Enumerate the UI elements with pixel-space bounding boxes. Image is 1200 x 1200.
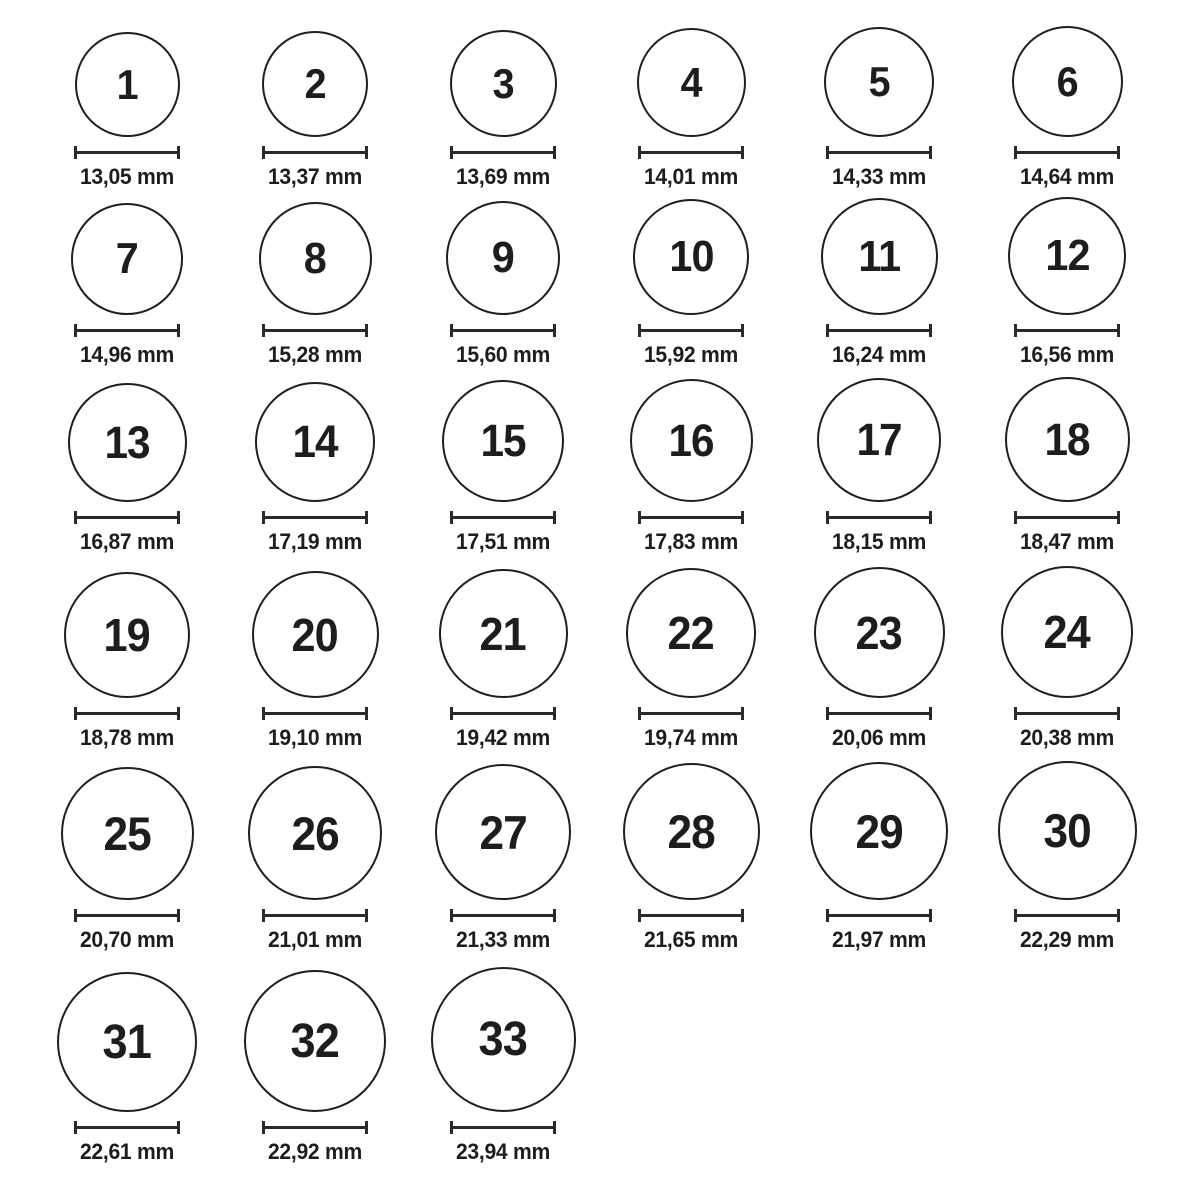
diameter-label: 16,87 mm: [80, 529, 174, 554]
ring-size-item: [221, 751, 409, 953]
bar-line: [265, 914, 365, 917]
size-circle: [68, 383, 187, 502]
bar-tick-right: [365, 511, 368, 524]
diameter-label: 21,33 mm: [456, 927, 550, 952]
size-number: 10: [668, 232, 714, 281]
size-number: 12: [1044, 231, 1090, 280]
bar-line: [1017, 151, 1117, 154]
size-circle: [824, 27, 934, 137]
ring-size-item: [597, 751, 785, 953]
bar-line: [453, 914, 553, 917]
bar-line: [453, 329, 553, 332]
diameter-label: 21,01 mm: [268, 927, 362, 952]
diameter-bar: [638, 707, 744, 720]
size-circle: [817, 378, 941, 502]
bar-line: [641, 329, 741, 332]
bar-line: [265, 712, 365, 715]
bar-line: [265, 1126, 365, 1129]
ring-size-item: [785, 751, 973, 953]
ring-size-item: [409, 751, 597, 953]
diameter-bar: [1014, 707, 1120, 720]
size-number: 29: [855, 804, 903, 858]
bar-line: [453, 712, 553, 715]
diameter-label: 14,33 mm: [832, 164, 926, 189]
diameter-label: 15,28 mm: [268, 342, 362, 367]
bar-tick-right: [553, 1121, 556, 1134]
size-number: 30: [1043, 804, 1091, 857]
size-number: 13: [104, 416, 150, 468]
ring-size-item: [409, 190, 597, 368]
diameter-bar: [638, 324, 744, 337]
size-number: 27: [479, 805, 527, 859]
size-circle: [637, 28, 746, 137]
size-circle: [821, 198, 938, 315]
size-circle: [446, 201, 560, 315]
ring-size-item: [33, 6, 221, 190]
diameter-bar: [826, 511, 932, 524]
size-circle: [814, 567, 945, 698]
size-circle: [262, 31, 368, 137]
diameter-bar: [262, 1121, 368, 1134]
bar-line: [453, 1126, 553, 1129]
ring-size-row: [33, 368, 1200, 555]
diameter-bar: [74, 707, 180, 720]
size-circle: [626, 568, 756, 698]
bar-line: [77, 151, 177, 154]
size-number: 23: [855, 606, 903, 659]
diameter-bar: [450, 324, 556, 337]
size-number: 17: [856, 414, 902, 465]
ring-size-item: [597, 6, 785, 190]
size-number: 32: [290, 1014, 340, 1068]
size-number: 2: [304, 60, 326, 107]
diameter-bar: [74, 146, 180, 159]
bar-line: [829, 914, 929, 917]
bar-tick-right: [553, 909, 556, 922]
bar-tick-right: [177, 324, 180, 337]
size-number: 25: [103, 807, 151, 860]
ring-size-item: [597, 190, 785, 368]
bar-tick-right: [741, 707, 744, 720]
bar-tick-right: [929, 707, 932, 720]
diameter-bar: [262, 909, 368, 922]
size-number: 8: [303, 233, 327, 283]
diameter-bar: [74, 324, 180, 337]
bar-tick-right: [553, 324, 556, 337]
size-circle: [57, 972, 197, 1112]
ring-size-row: [33, 190, 1200, 368]
size-circle: [1001, 566, 1133, 698]
ring-size-item: [597, 555, 785, 751]
size-circle: [630, 379, 753, 502]
diameter-label: 17,51 mm: [456, 529, 550, 554]
bar-line: [453, 151, 553, 154]
bar-line: [829, 712, 929, 715]
bar-tick-right: [1117, 707, 1120, 720]
size-number: 16: [668, 414, 714, 466]
bar-tick-right: [929, 909, 932, 922]
ring-size-item: [409, 953, 597, 1165]
ring-size-row: [33, 6, 1200, 190]
diameter-label: 13,37 mm: [268, 164, 362, 189]
bar-tick-right: [553, 511, 556, 524]
size-number: 33: [478, 1013, 528, 1066]
size-number: 1: [116, 60, 138, 108]
bar-tick-right: [929, 324, 932, 337]
bar-line: [77, 914, 177, 917]
bar-tick-right: [1117, 909, 1120, 922]
bar-line: [265, 329, 365, 332]
diameter-label: 14,01 mm: [644, 164, 738, 189]
size-circle: [998, 761, 1137, 900]
diameter-bar: [826, 146, 932, 159]
size-number: 3: [492, 59, 514, 107]
diameter-label: 19,10 mm: [268, 725, 362, 750]
ring-size-item: [785, 368, 973, 555]
diameter-bar: [638, 909, 744, 922]
bar-tick-right: [1117, 511, 1120, 524]
diameter-label: 18,15 mm: [832, 529, 926, 554]
diameter-label: 14,96 mm: [80, 342, 174, 367]
diameter-label: 17,83 mm: [644, 529, 738, 554]
size-number: 24: [1043, 606, 1091, 658]
size-circle: [633, 199, 749, 315]
size-circle: [248, 766, 382, 900]
ring-size-item: [785, 190, 973, 368]
bar-tick-right: [741, 511, 744, 524]
size-circle: [1008, 197, 1126, 315]
ring-size-item: [221, 953, 409, 1165]
bar-tick-right: [929, 146, 932, 159]
bar-tick-right: [741, 324, 744, 337]
ring-size-row: [33, 555, 1200, 751]
bar-tick-right: [177, 146, 180, 159]
bar-line: [265, 516, 365, 519]
diameter-bar: [1014, 511, 1120, 524]
ring-size-item: [973, 751, 1161, 953]
size-circle: [75, 32, 180, 137]
size-circle: [64, 572, 190, 698]
size-circle: [623, 763, 760, 900]
diameter-bar: [1014, 909, 1120, 922]
size-circle: [252, 571, 379, 698]
ring-size-item: [221, 555, 409, 751]
size-number: 7: [115, 234, 139, 283]
diameter-bar: [450, 707, 556, 720]
bar-tick-right: [365, 324, 368, 337]
diameter-bar: [638, 511, 744, 524]
ring-size-item: [597, 368, 785, 555]
bar-tick-right: [365, 707, 368, 720]
diameter-bar: [450, 511, 556, 524]
ring-size-item: [221, 190, 409, 368]
bar-line: [641, 516, 741, 519]
bar-line: [453, 516, 553, 519]
diameter-label: 19,42 mm: [456, 725, 550, 750]
diameter-label: 16,56 mm: [1020, 342, 1114, 367]
diameter-label: 23,94 mm: [456, 1139, 550, 1164]
size-circle: [1012, 26, 1123, 137]
size-circle: [450, 30, 557, 137]
diameter-label: 13,69 mm: [456, 164, 550, 189]
bar-tick-right: [741, 909, 744, 922]
size-number: 22: [667, 607, 715, 659]
diameter-label: 22,61 mm: [80, 1139, 174, 1164]
size-number: 31: [102, 1015, 152, 1069]
diameter-bar: [450, 146, 556, 159]
size-circle: [1005, 377, 1130, 502]
bar-line: [77, 1126, 177, 1129]
size-circle: [71, 203, 183, 315]
ring-size-item: [409, 555, 597, 751]
diameter-label: 15,92 mm: [644, 342, 738, 367]
ring-size-item: [973, 555, 1161, 751]
size-number: 20: [291, 608, 339, 661]
size-number: 21: [479, 607, 527, 660]
bar-line: [641, 914, 741, 917]
diameter-bar: [450, 909, 556, 922]
diameter-label: 17,19 mm: [268, 529, 362, 554]
size-circle: [255, 382, 375, 502]
diameter-bar: [74, 511, 180, 524]
bar-tick-right: [929, 511, 932, 524]
size-number: 19: [103, 609, 151, 661]
diameter-bar: [262, 511, 368, 524]
bar-line: [77, 329, 177, 332]
bar-tick-right: [365, 1121, 368, 1134]
bar-tick-right: [177, 909, 180, 922]
diameter-bar: [1014, 324, 1120, 337]
size-number: 28: [667, 805, 715, 858]
diameter-bar: [1014, 146, 1120, 159]
bar-line: [829, 151, 929, 154]
ring-size-item: [973, 368, 1161, 555]
bar-tick-right: [177, 511, 180, 524]
size-circle: [431, 967, 576, 1112]
diameter-label: 16,24 mm: [832, 342, 926, 367]
diameter-label: 19,74 mm: [644, 725, 738, 750]
size-number: 11: [858, 231, 900, 281]
ring-size-row: [33, 751, 1200, 953]
size-circle: [61, 767, 194, 900]
ring-size-item: [409, 368, 597, 555]
diameter-label: 13,05 mm: [80, 164, 174, 189]
ring-size-item: [221, 368, 409, 555]
size-number: 18: [1044, 413, 1090, 465]
diameter-label: 20,06 mm: [832, 725, 926, 750]
ring-size-item: [221, 6, 409, 190]
bar-line: [641, 712, 741, 715]
ring-size-item: [785, 6, 973, 190]
diameter-bar: [826, 909, 932, 922]
diameter-label: 21,65 mm: [644, 927, 738, 952]
bar-tick-right: [365, 146, 368, 159]
ring-size-item: [973, 6, 1161, 190]
diameter-bar: [74, 1121, 180, 1134]
size-circle: [442, 380, 564, 502]
size-number: 6: [1056, 57, 1078, 105]
diameter-label: 22,29 mm: [1020, 927, 1114, 952]
size-number: 15: [480, 415, 526, 466]
diameter-bar: [262, 324, 368, 337]
diameter-bar: [74, 909, 180, 922]
bar-line: [77, 712, 177, 715]
bar-line: [1017, 712, 1117, 715]
bar-tick-right: [177, 707, 180, 720]
diameter-bar: [262, 707, 368, 720]
bar-tick-right: [365, 909, 368, 922]
diameter-bar: [826, 324, 932, 337]
bar-tick-right: [1117, 324, 1120, 337]
ring-size-item: [409, 6, 597, 190]
diameter-label: 22,92 mm: [268, 1139, 362, 1164]
bar-tick-right: [553, 146, 556, 159]
bar-tick-right: [177, 1121, 180, 1134]
size-number: 14: [292, 416, 338, 467]
bar-line: [265, 151, 365, 154]
diameter-label: 14,64 mm: [1020, 164, 1114, 189]
diameter-bar: [262, 146, 368, 159]
diameter-label: 20,38 mm: [1020, 725, 1114, 750]
bar-line: [1017, 914, 1117, 917]
diameter-label: 18,78 mm: [80, 725, 174, 750]
size-circle: [810, 762, 948, 900]
ring-size-item: [33, 190, 221, 368]
ring-size-item: [33, 368, 221, 555]
bar-line: [1017, 516, 1117, 519]
diameter-bar: [826, 707, 932, 720]
ring-size-item: [33, 953, 221, 1165]
bar-line: [829, 329, 929, 332]
size-circle: [439, 569, 568, 698]
size-number: 9: [491, 233, 515, 282]
size-circle: [244, 970, 386, 1112]
bar-line: [1017, 329, 1117, 332]
size-circle: [259, 202, 372, 315]
ring-size-row: [33, 953, 1200, 1165]
size-circle: [435, 764, 571, 900]
ring-size-item: [33, 751, 221, 953]
bar-tick-right: [553, 707, 556, 720]
bar-line: [77, 516, 177, 519]
size-number: 26: [291, 806, 339, 860]
bar-line: [641, 151, 741, 154]
diameter-label: 21,97 mm: [832, 927, 926, 952]
diameter-bar: [638, 146, 744, 159]
bar-line: [829, 516, 929, 519]
size-number: 5: [868, 58, 890, 105]
bar-tick-right: [1117, 146, 1120, 159]
ring-size-item: [33, 555, 221, 751]
diameter-label: 20,70 mm: [80, 927, 174, 952]
ring-size-item: [785, 555, 973, 751]
size-number: 4: [680, 58, 702, 106]
diameter-label: 18,47 mm: [1020, 529, 1114, 554]
bar-tick-right: [741, 146, 744, 159]
diameter-bar: [450, 1121, 556, 1134]
ring-size-item: [973, 190, 1161, 368]
diameter-label: 15,60 mm: [456, 342, 550, 367]
